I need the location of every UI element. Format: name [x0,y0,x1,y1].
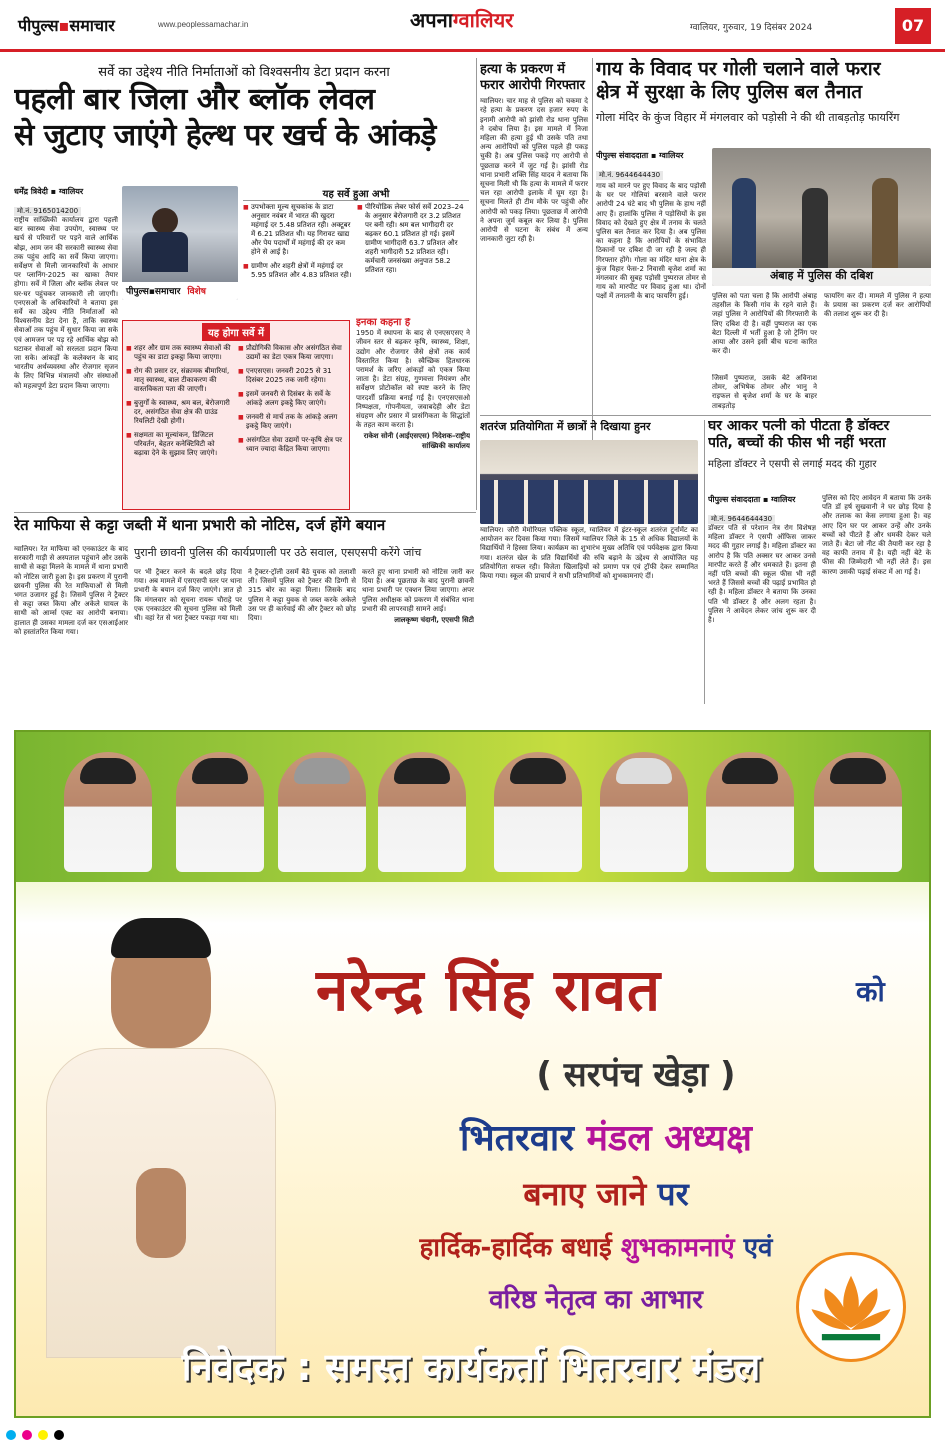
cow-caption-left [712,292,817,372]
murder-body: ग्वालियर। चार माह से पुलिस को चकमा दे रहे हत्या के प्रकरण दस हजार रुपए के इनामी आरोपी को झांसी रोड थाना पुलिस ने दबोच लिया है। इस मामले में निजा महिला की हत्या हुई थी उसके पति तथा अन्य आरोपियों को पुलिस पहले ही पकड़ चुकी है। अब पुलिस पकड़े गए आरोपी से पूछताछ करने में जुट गई है। झांसी रोड थाना प्रभारी शक्ति सिंह यादव ने बताया कि सूचना मिली थी कि हत्या के मामले में फरार चल रहा आरोपी इलाके में घूम रहा है। सूचना मिलते ही टीम मौके पर पहुंची और आरोपी को पकड़ लिया। पूछताछ में आरोपी ने अपना जुर्म कबूल कर लिया है। पुलिस आरोपी से घटना के संबंध में अन्य जानकारी जुटा रही है। [480,97,588,244]
sand-body2 [134,568,242,704]
sand-headline: रेत माफिया से कट्टा जब्ती में थाना प्रभारी को नोटिस, दर्ज होंगे बयान [14,516,386,534]
cow-subhead: गोला मंदिर के कुंज विहार में मंगलवार को पड़ोसी ने की थी ताबड़तोड़ फायरिंग [596,110,900,124]
sand-subhead: पुरानी छावनी पुलिस की कार्यप्रणाली पर उठे सवाल, एसएसपी करेंगे जांच [134,546,422,559]
black-mark [54,1430,64,1440]
photo-tag: विशेष [187,287,206,297]
ad-leaders-band [16,732,929,882]
doctor-headline-2: पति, बच्चों की फीस भी नहीं भरता [708,434,886,451]
survey-will-col1 [123,341,235,466]
ad-line-1 [356,1112,856,1161]
sand-body [14,545,128,705]
ad-line-1a: भितरवार [460,1118,574,1159]
masthead [0,0,945,52]
survey-will-item: ■ शहर और ग्राम तक स्वास्थ्य सेवाओं की पहुंच का डाटा इकट्ठा किया जाएगा। [126,344,232,362]
survey-will-item: ■ इसमें जनवरी से दिसंबर के सर्वे के आंकड़े अलग इकट्ठे किए जाएंगे। [238,390,344,408]
magenta-mark [22,1430,32,1440]
survey-will-item: ■ सक्षमता का मूल्यांकन, डिजिटल परिवर्तन, बेहतर कनेक्टिविटी को बढ़ावा देने के सुझाव लिए जाएंगे। [126,431,232,458]
cow-headline-1: गाय के विवाद पर गोली चलाने वाले फरार [596,58,881,80]
sand-sign: लालकृष्ण चंदानी, एएसपी सिटी [394,616,474,625]
ad-line-4: वरिष्ठ नेतृत्व का आभार [489,1285,703,1315]
survey-now-item: ■ ग्रामीण और शहरी क्षेत्रों में महंगाई दर 5.95 प्रतिशत और 4.83 प्रतिशत रही। [243,262,353,280]
advertisement [14,730,931,1418]
doctor-contact: मो.नं. 9644644430 [708,515,775,524]
section-accent: ग्वालियर [452,8,514,32]
sand-body-text: ग्वालियर। रेत माफिया को एनकाउंटर के बाद सरकारी गाड़ी से अस्पताल पहुंचाने और उसके साथी से कट्टा मिलने के मामले में थाना प्रभारी को नोटिस जारी हुआ है। इस प्रकरण में पुरानी छावनी पुलिस की रेत माफियाओं से मिली भगत उजागर हुई है। जिसमें पुलिस ने ट्रैक्टर से कट्टा जब्त किया और अकेले घायल के साथी को आर्म्स एक्ट का आरोपी बनाया। हालात ही उसका मामला दर्ज कर एसआईआर को हस्तांतरित किया गया। [14,545,128,636]
person-figure [802,188,828,268]
newspaper-logo[interactable] [18,14,115,36]
candidate-portrait [36,918,286,1358]
page-number: 07 [895,8,931,44]
cow-contact: मो.नं. 9644644430 [596,171,663,180]
cow-byline-block [596,150,706,180]
sand-body4 [362,568,474,704]
sand-subhead-block [134,545,476,563]
sand-body4-text: करते हुए थाना प्रभारी को नोटिस जारी कर दिया है। अब पूछताछ के बाद पुरानी छावनी थाना प्रभारी पर एक्शन लिया जाएगा। अपर पुलिस अधीक्षक को प्रकरण में संबंधित थाना प्रभारी की लापरवाही सामने आई। [362,568,474,613]
quote-block [356,318,470,510]
lead-header [14,58,474,198]
chess-body-text: ग्वालियर। जौरी मेमोरियल पब्लिक स्कूल, ग्वालियर में इंटर-स्कूल शतरंज टूर्नामेंट का आयोजन कर दिवस किया गया। जिसमें ग्वालियर जिले के 15 से अधिक विद्यालयों के विद्यार्थियों ने हिस्सा लिया। कार्यक्रम का शुभारंभ मुख्य अतिथि एवं पर्यवेक्षक द्वारा किया गया। शतरंज खेल के प्रति विद्यार्थियों की रुचि बढ़ाने के उद्देश्य से आयोजित यह प्रतियोगिता सफल रही। विजेता खिलाड़ियों को प्रमाण पत्र एवं ट्रॉफी देकर सम्मानित किया गया। स्कूल की प्राचार्य ने सभी प्रतिभागियों को शुभकामनाएं दीं। [480,526,698,581]
portrait-folded-hands [136,1168,186,1258]
cow-cap-right: फायरिंग कर दी। मामले में पुलिस ने हत्या के प्रयास का प्रकरण दर्ज कर आरोपियों की तलाश शुरू कर दी है। [824,292,931,319]
ad-line-2a: बनाए जाने [523,1175,647,1213]
sand-body2-text: पर भी ट्रैक्टर करने के बदले छोड़ दिया गया। अब मामले में एसएसपी स्तर पर थाना प्रभारी के बयान दर्ज किए जाएंगे। ज्ञात हो कि मंगलवार को सूचना रायरू चौराहे पर एक एनकाउंटर की सूचना पुलिस को मिली थी। वहां रेत से भरा ट्रैक्टर पकड़ा गया था। [134,568,242,623]
doctor-header [708,418,931,498]
ad-line-1b: मंडल अध्यक्ष [586,1118,752,1159]
logo-sep: ▪ [58,16,70,35]
ad-line-2b: पर [657,1175,689,1213]
logo-left: पीपुल्स [18,16,59,35]
cow-byline: पीपुल्स संवाददाता ▪ ग्वालियर [596,151,684,160]
cow-body2-text: जिसमें पुष्पराज, उसके बेटे अविनाश तोमर, अभिषेक तोमर और भानु ने राइफल से बृजेश शर्मा के घर के बाहर ताबड़तोड़ [712,374,817,410]
chess-photo [480,440,698,524]
ad-line-3b: शुभकामनाएं [620,1233,735,1263]
cow-cap-left: पुलिस को पता चला है कि आरोपी अंबाह तहसील के किसी गांव के रहने वाले हैं। जहां पुलिस ने आरोपियों की गिरफ्तारी के लिए दबिश दी है। वहीं पुष्पराज का एक बेटा दिल्ली में भर्ती हुआ है जो ट्रेनिंग पर आया और उसने इसी बीच घटना कारित कर दी। [712,292,817,356]
survey-now-item: ■ उपभोक्ता मूल्य सूचकांक के डाटा अनुसार नवंबर में भारत की खुदरा महंगाई दर 5.48 प्रतिशत रही। अक्टूबर में 6.21 प्रतिशत थी। यह गिरावट खाद्य और पेय पदार्थों में महंगाई की दर कम होने से आई है। [243,203,353,257]
photo-label-bar [122,282,238,300]
photo-label: पीपुल्स▪समाचार [126,287,181,297]
sand-body3-text: ने ट्रैक्टर-ट्रॉली उसमें बैठे युवक को तलाशी ली। जिसमें पुलिस को ट्रैक्टर की डिग्गी से 315 बोर का कट्टा मिला। जिसके बाद पुलिस ने कट्टा युवक से जब्त करके अकेले उस पर ही कार्रवाई की और ट्रैक्टर को छोड़ दिया। [248,568,356,623]
lead-headline-2: से जुटाए जाएंगे हेल्थ पर खर्च के आंकड़े [14,118,436,153]
lead-kicker: सर्वे का उद्देश्य नीति निर्माताओं को विश्वसनीय डेटा प्रदान करना [98,65,390,80]
section-divider [14,512,476,513]
lead-contact: मो.नं. 9165014200 [14,207,81,216]
portrait-hair [111,918,211,958]
survey-will-item: ■ जनवरी से मार्च तक के आंकड़े अलग इकट्ठे किए जाएंगे। [238,413,344,431]
leader-photo [64,752,152,872]
survey-will-title: यह होगा सर्वे में [202,323,270,341]
survey-will-item: ■ असंगठित सेवा उद्यमों पर-कृषि क्षेत्र पर ध्यान ज्यादा केंद्रित किया जाएगा। [238,436,344,454]
survey-now-right [357,203,469,285]
chess-body [480,526,698,704]
column-rule [704,420,705,704]
cyan-mark [6,1430,16,1440]
quote-title: इनका कहना है [356,318,411,328]
leader-photo [378,752,466,872]
column-rule [476,58,477,510]
cow-body [596,182,706,382]
survey-now-left [243,203,353,285]
cow-caption-right [824,292,931,372]
section-pre: अपना [410,8,453,32]
survey-will-item: ■ बुजुर्गों के स्वास्थ्य, श्रम बल, बेरोजगारी दर, असंगठित सेवा क्षेत्र की ग्राउंड रियलिटी देखी होगी। [126,399,232,426]
ad-line-2 [396,1172,816,1215]
leader-photo [494,752,582,872]
doctor-body2 [822,494,931,704]
cow-body2 [712,374,817,414]
doctor-body-text: डॉक्टर पति से परेशान नेत्र रोग विशेषज्ञ महिला डॉक्टर ने एसपी ऑफिस जाकर मदद की गुहार लगाई है। महिला डॉक्टर का आरोप है कि पति अक्सर घर आकर उनसे मारपीट करते हैं और धमकाते हैं। इतना ही नहीं पति बच्चों की स्कूल फीस भी नहीं भरते हैं जिससे बच्चों की पढ़ाई प्रभावित हो रही है। महिला डॉक्टर ने बताया कि उनका पति भी डॉक्टर है और अलग रहता है। पुलिस ने आवेदन लेकर जांच शुरू कर दी है। [708,524,816,625]
survey-will-item: ■ एनएसएस। जनवरी 2025 से 31 दिसंबर 2025 तक जारी रहेगा। [238,367,344,385]
quote-body: 1950 में स्थापना के बाद से एनएसएसए ने जीवन स्तर से बढ़कर कृषि, स्वास्थ्य, शिक्षा, उद्योग और रोजगार जैसे क्षेत्रों तक कार्य विस्तारित किया है। स्वैच्छिक हितधारक परामर्श के जरिए आंकड़ों को एकत्र किया जाता है। डेटा संग्रह, गुणवत्ता नियंत्रण और सर्वेक्षण प्रोटोकॉल को स्पष्ट करने के लिए पारदर्शी प्रक्रिया बनाई गई है। एनएसएसओ निष्पक्षता, गोपनीयता, जवाबदेही और डेटा संग्रहण और प्रसार में प्रासंगिकता के सिद्धांतों के तहत काम करता है। [356,329,470,430]
doctor-byline-block [708,494,818,524]
doctor-byline: पीपुल्स संवाददाता ▪ ग्वालियर [708,495,796,504]
cow-header [596,58,931,158]
survey-now-title: यह सर्वे हुआ अभी [243,186,469,201]
leader-photo [706,752,794,872]
leader-photo [278,752,366,872]
chess-headline: शतरंज प्रतियोगिता में छात्रों ने दिखाया हुनर [480,420,651,433]
dateline: ग्वालियर, गुरुवार, 19 दिसंबर 2024 [690,23,813,33]
cow-photo [712,148,931,286]
survey-now-item: ■ पीरियोडिक लेबर फोर्स सर्वे 2023–24 के अनुसार बेरोजगारी दर 3.2 प्रतिशत पर बनी रही। श्रम बल भागीदारी दर बढ़कर 60.1 प्रतिशत हो गई। इसमें ग्रामीण भागीदारी 63.7 प्रतिशत और शहरी भागीदारी 52 प्रतिशत रही। कर्मचारी जनसंख्या अनुपात 58.2 प्रतिशत रहा। [357,203,469,275]
chess-headline-block [480,420,698,442]
cow-photo-caption: अंबाह में पुलिस की दबिश [712,268,931,286]
logo-right: समाचार [69,16,115,35]
ad-role: ( सरपंच खेड़ा ) [536,1055,736,1095]
doctor-body2-text: पुलिस को दिए आवेदन में बताया कि उनके पति डॉ हर्ष सुखवानी ने घर छोड़ दिया है और तलाक का केस लगाया हुआ है। वह आए दिन घर पर आकर उन्हें और उनके बच्चों को पीटते हैं और धमकी देकर चले जाते हैं। बेटा जो नीट की तैयारी कर रहा है वह काफी तनाव में है। यही नहीं बेटे के फीस की जिम्मेदारी भी नहीं लेते हैं। इस कारण उसकी पढ़ाई संकट में आ गई है। [822,494,931,576]
cow-headline-2: क्षेत्र में सुरक्षा के लिए पुलिस बल तैनात [596,80,863,103]
survey-now-box [243,186,469,316]
leader-photo [176,752,264,872]
person-body-shape [142,232,188,272]
survey-will-item: ■ रोग की प्रसार दर, संक्रामक बीमारियां, मातृ स्वास्थ्य, बाल टीकाकरण की वास्तविकता पता की जाएगी। [126,367,232,394]
ad-line-3a: हार्दिक-हार्दिक बधाई [419,1233,612,1263]
survey-will-item: ■ प्रौद्योगिकी विकास और असंगठित सेवा उद्यमों का डेटा एकत्र किया जाएगा। [238,344,344,362]
section-title [410,6,513,33]
ad-line-3c: एवं [743,1233,773,1263]
lead-body-text: राष्ट्रीय सांख्यिकी कार्यालय द्वारा पहली बार स्वास्थ्य सेवा उपयोग, स्वास्थ्य पर खर्च से परिवारों पर पड़ने वाले आर्थिक बोझ, आम जन की सरकारी स्वास्थ्य सेवा तक पहुंच आदि का सर्वे किया जाएगा। सर्वेक्षण से मिली जानकारियों के आधार पर प्लानिंग-2025 का खाका तैयार होगा। सर्वे में जिला और ब्लॉक लेवल पर घर-घर पहुंचकर जानकारी ली जाएगी। एनएसओ के अधिकारियों ने बताया इस सर्वे का उद्देश्य नीति निर्माताओं को विश्वसनीय डेटा देना है, ताकि स्वास्थ्य सेवाओं तक पहुंच में सुधार किया जा सके एवं आमजन पर पड़ रहे आर्थिक बोझ को घटाकर सेवाओं को सरलता प्रदान किया जा सके। आंकड़ों के कलेक्शन के बाद भारतीय अर्थव्यवस्था और रोजगार सृजन के लिए विभिन्न मंत्रालयों और संस्थाओं को महत्वपूर्ण डेटा प्रदान किया जाएगा। [14,216,118,390]
leader-photo [600,752,688,872]
sand-body3 [248,568,356,704]
survey-will-box [122,320,350,510]
survey-will-col2 [235,341,347,466]
section-divider [480,415,931,416]
doctor-headline-1: घर आकर पत्नी को पीटता है डॉक्टर [708,418,890,434]
site-url[interactable]: www.peoplessamachar.in [158,20,249,29]
doctor-subhead: महिला डॉक्टर ने एसपी से लगाई मदद की गुहार [708,458,877,470]
yellow-mark [38,1430,48,1440]
leader-photo [814,752,902,872]
lead-headline-1: पहली बार जिला और ब्लॉक लेवल [14,82,375,117]
ad-ko: को [856,975,885,1008]
ad-name: नरेन्द्र सिंह रावत [316,956,662,1024]
police-figure [872,178,898,268]
murder-headline: हत्या के प्रकरण में फरार आरोपी गिरफ्तार [480,62,585,93]
students-row [480,480,698,524]
doctor-body [708,524,816,704]
person-head-shape [152,208,178,234]
quote-sign: राकेश सोनी (आईएसएस) निदेशक–राष्ट्रीय सांख्यिकी कार्यालय [363,432,470,450]
lead-byline: धर्मेंद्र त्रिवेदी ▪ ग्वालियर [14,187,84,196]
police-figure [732,178,756,268]
cow-body-text: गाय को मारने पर हुए विवाद के बाद पड़ोसी के घर पर गोलियां बरसाने वाले फरार आरोपी 24 घंटे बाद भी पुलिस के हाथ नहीं आए हैं। हालांकि पुलिस ने पड़ोसियों के इस विवाद को देखते हुए क्षेत्र में तनाव के चलते पुलिस बल तैनात कर दिया है। अब पुलिस का कहना है कि आरोपियों के संभावित ठिकानों पर दबिश दी जा रही है जल्द ही गिरफ्तार होंगे। गोला का मंदिर थाना क्षेत्र के कुंज विहार फेस-2 निवासी बृजेश शर्मा का मंगलवार की सुबह पड़ोसी पुष्पराज तोमर से गाय को मारपीट पर विवाद हुआ था। दोनों पक्षों में तनातनी के बाद फायरिंग हुई। [596,182,706,301]
lead-body [14,216,118,506]
ad-footer: निवेदक : समस्त कार्यकर्ता भितरवार मंडल [181,1345,761,1389]
print-registration-marks [0,1425,945,1439]
lead-photo [122,186,238,300]
